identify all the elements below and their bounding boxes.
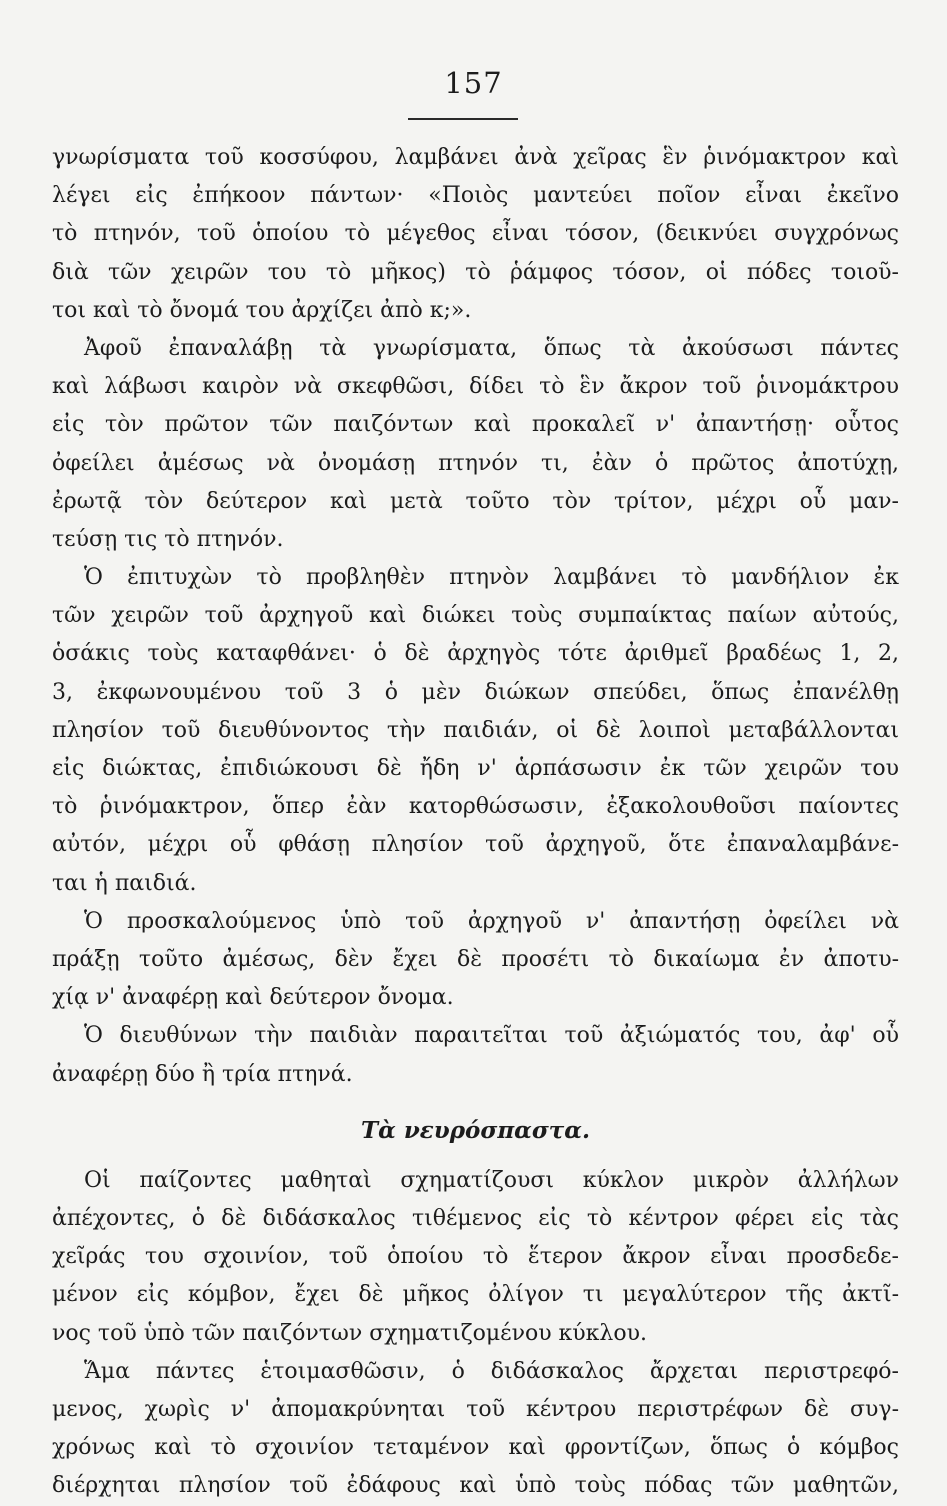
page-number: 157 [444, 66, 503, 100]
text-line: τὸ πτηνόν, τοῦ ὁποίου τὸ μέγεθος εἶναι τόσον, (δεικνύει συγχρόνως [52, 221, 899, 247]
text-line: πλησίον τοῦ διευθύνοντος τὴν παιδιάν, οἱ δὲ λοιποὶ μεταβάλλονται [52, 717, 899, 743]
text-line: ὁσάκις τοὺς καταφθάνει· ὁ δὲ ἀρχηγὸς τότε ἀριθμεῖ βραδέως 1, 2, [52, 641, 899, 667]
text-line: χεῖράς του σχοινίον, τοῦ ὁποίου τὸ ἕτερον ἄκρον εἶναι προσδεδε- [52, 1244, 899, 1270]
text-line: εἰς τὸν πρῶτον τῶν παιζόντων καὶ προκαλεῖ ν' ἀπαντήσῃ· οὗτος [52, 412, 899, 438]
text-line: τῶν χειρῶν τοῦ ἀρχηγοῦ καὶ διώκει τοὺς συμπαίκτας παίων αὐτούς, [52, 603, 899, 629]
text-line: Ἀφοῦ ἐπαναλάβῃ τὰ γνωρίσματα, ὅπως τὰ ἀκούσωσι πάντες [84, 335, 899, 361]
text-line: Ὁ διευθύνων τὴν παιδιὰν παραιτεῖται τοῦ ἀξιώματός του, ἀφ' οὗ [84, 1023, 899, 1049]
text-line: εἰς διώκτας, ἐπιδιώκουσι δὲ ἤδη ν' ἁρπάσωσιν ἐκ τῶν χειρῶν του [52, 756, 899, 781]
section-title: Τὰ νευρόσπαστα. [361, 1116, 590, 1144]
text-line: ται ἡ παιδιά. [52, 870, 197, 896]
text-line: χίᾳ ν' ἀναφέρῃ καὶ δεύτερον ὄνομα. [52, 985, 454, 1011]
text-line: πράξῃ τοῦτο ἀμέσως, δὲν ἔχει δὲ προσέτι τὸ δικαίωμα ἐν ἀποτυ- [52, 946, 899, 972]
text-line: λέγει εἰς ἐπήκοον πάντων· «Ποιὸς μαντεύει ποῖον εἶναι ἐκεῖνο [52, 183, 899, 209]
text-line: τὸ ῥινόμακτρον, ὅπερ ἐὰν κατορθώσωσιν, ἐξακολουθοῦσι παίοντες [52, 794, 899, 820]
text-line: Ἅμα πάντες ἑτοιμασθῶσιν, ὁ διδάσκαλος ἄρχεται περιστρεφό- [84, 1358, 899, 1384]
text-line: χρόνως καὶ τὸ σχοινίον τεταμένον καὶ φροντίζων, ὅπως ὁ κόμβος [52, 1435, 899, 1461]
text-line: τοι καὶ τὸ ὄνομά του ἀρχίζει ἀπὸ κ;». [52, 297, 472, 323]
text-line: Ὁ προσκαλούμενος ὑπὸ τοῦ ἀρχηγοῦ ν' ἀπαντήσῃ ὀφείλει νὰ [84, 908, 899, 934]
text-line: αὐτόν, μέχρι οὗ φθάσῃ πλησίον τοῦ ἀρχηγοῦ, ὅτε ἐπαναλαμβάνε- [52, 832, 899, 858]
text-line: Οἱ παίζοντες μαθηταὶ σχηματίζουσι κύκλον μικρὸν ἀλλήλων [84, 1167, 899, 1193]
text-line: νος τοῦ ὑπὸ τῶν παιζόντων σχηματιζομένου κύκλου. [52, 1320, 647, 1346]
text-line: καὶ λάβωσι καιρὸν νὰ σκεφθῶσι, δίδει τὸ ἓν ἄκρον τοῦ ῥινομάκτρου [52, 374, 899, 400]
text-line: 3, ἐκφωνουμένου τοῦ 3 ὁ μὲν διώκων σπεύδει, ὅπως ἐπανέλθῃ [52, 679, 899, 705]
text-line: μένον εἰς κόμβον, ἔχει δὲ μῆκος ὀλίγον τι μεγαλύτερον τῆς ἀκτῖ- [52, 1282, 899, 1308]
text-line: μενος, χωρὶς ν' ἀπομακρύνηται τοῦ κέντρου περιστρέφων δὲ συγ- [52, 1397, 899, 1422]
body-text [52, 139, 899, 1506]
text-line: ἀπέχοντες, ὁ δὲ διδάσκαλος τιθέμενος εἰς τὸ κέντρον φέρει εἰς τὰς [52, 1206, 899, 1232]
text-line: Ὁ ἐπιτυχὼν τὸ προβληθὲν πτηνὸν λαμβάνει τὸ μανδήλιον ἐκ [84, 565, 899, 591]
text-line: ἀναφέρῃ δύο ἢ τρία πτηνά. [52, 1061, 353, 1087]
text-line: ἐρωτᾷ τὸν δεύτερον καὶ μετὰ τοῦτο τὸν τρίτον, μέχρι οὗ μαν- [52, 488, 899, 514]
text-line: διὰ τῶν χειρῶν του τὸ μῆκος) τὸ ῥάμφος τόσον, οἱ πόδες τοιοῦ- [52, 259, 899, 285]
text-line: τεύσῃ τις τὸ πτηνόν. [52, 526, 284, 552]
text-line: γνωρίσματα τοῦ κοσσύφου, λαμβάνει ἀνὰ χεῖρας ἓν ῥινόμακτρον καὶ [52, 145, 899, 170]
text-line: ὀφείλει ἀμέσως νὰ ὀνομάσῃ πτηνόν τι, ἐὰν ὁ πρῶτος ἀποτύχῃ, [52, 450, 899, 476]
text-line: διέρχηται πλησίον τοῦ ἐδάφους καὶ ὑπὸ τοὺς πόδας τῶν μαθητῶν, [52, 1473, 899, 1499]
page-number-rule [408, 118, 518, 120]
